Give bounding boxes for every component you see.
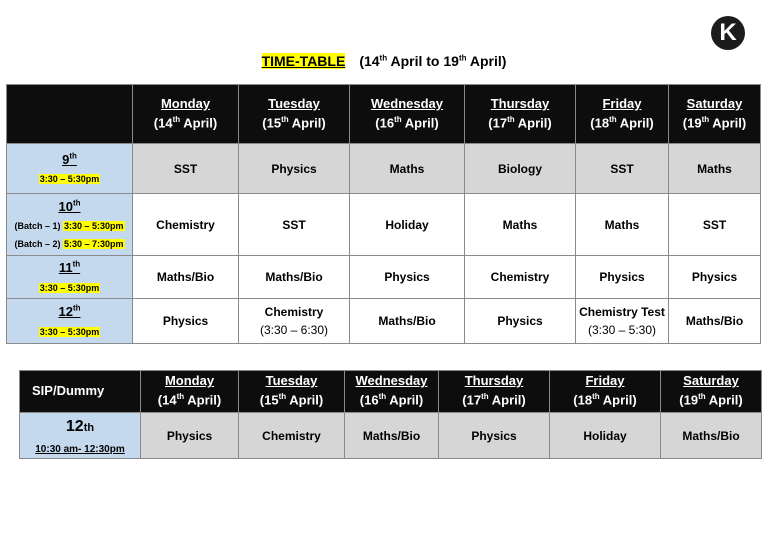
day-header: Wednesday (16th April) <box>350 85 465 144</box>
subject-cell: Physics <box>576 256 669 299</box>
subject-cell: Physics <box>439 413 550 459</box>
day-header: Thursday (17th April) <box>465 85 576 144</box>
subject-cell: Maths/Bio <box>239 256 350 299</box>
sip-timetable <box>19 370 762 459</box>
day-header: Saturday (19th April) <box>669 85 761 144</box>
subject-cell: Maths/Bio <box>661 413 762 459</box>
subject-cell: Maths/Bio <box>133 256 239 299</box>
subject-cell: Physics <box>669 256 761 299</box>
class-cell: 12th 10:30 am- 12:30pm <box>20 413 141 459</box>
table-row <box>7 144 761 194</box>
subject-cell: SST <box>576 144 669 194</box>
day-header: Wednesday (16th April) <box>345 371 439 413</box>
page-title <box>0 53 768 69</box>
sip-header-row <box>20 371 762 413</box>
subject-cell: Maths <box>465 194 576 256</box>
title-date-range: (14th April to 19th April) <box>359 53 507 69</box>
k-logo-icon: K <box>711 16 745 50</box>
subject-cell: Chemistry Test (3:30 – 5:30) <box>576 299 669 344</box>
day-header: Saturday (19th April) <box>661 371 762 413</box>
subject-cell: Maths <box>576 194 669 256</box>
table-row <box>7 299 761 344</box>
class-cell: 10th (Batch – 1) 3:30 – 5:30pm (Batch – 2) 5:30 – 7:30pm <box>7 194 133 256</box>
table-row <box>20 413 762 459</box>
timetable <box>6 84 761 344</box>
day-header: Monday (14th April) <box>133 85 239 144</box>
subject-cell: Maths/Bio <box>350 299 465 344</box>
day-header: Friday (18th April) <box>550 371 661 413</box>
subject-cell: Maths/Bio <box>669 299 761 344</box>
subject-cell: Physics <box>133 299 239 344</box>
subject-cell: Chemistry <box>239 413 345 459</box>
subject-cell: SST <box>669 194 761 256</box>
subject-cell: Holiday <box>550 413 661 459</box>
subject-cell: Chemistry (3:30 – 6:30) <box>239 299 350 344</box>
day-header: Tuesday (15th April) <box>239 371 345 413</box>
sip-label: SIP/Dummy <box>20 371 141 413</box>
subject-cell: SST <box>239 194 350 256</box>
table-row <box>7 194 761 256</box>
day-header: Friday (18th April) <box>576 85 669 144</box>
subject-cell: Maths <box>350 144 465 194</box>
day-header: Thursday (17th April) <box>439 371 550 413</box>
timetable-header-row <box>7 85 761 144</box>
class-cell: 9th 3:30 – 5:30pm <box>7 144 133 194</box>
class-cell: 12th 3:30 – 5:30pm <box>7 299 133 344</box>
title-main: TIME-TABLE <box>261 53 346 69</box>
subject-cell: Maths <box>669 144 761 194</box>
subject-cell: Physics <box>350 256 465 299</box>
subject-cell: Biology <box>465 144 576 194</box>
subject-cell: Chemistry <box>465 256 576 299</box>
subject-cell: Holiday <box>350 194 465 256</box>
subject-cell: Physics <box>239 144 350 194</box>
subject-cell: SST <box>133 144 239 194</box>
table-row <box>7 256 761 299</box>
subject-cell: Maths/Bio <box>345 413 439 459</box>
day-header: Monday (14th April) <box>141 371 239 413</box>
subject-cell: Physics <box>465 299 576 344</box>
subject-cell: Physics <box>141 413 239 459</box>
day-header: Tuesday (15th April) <box>239 85 350 144</box>
class-cell: 11th 3:30 – 5:30pm <box>7 256 133 299</box>
subject-cell: Chemistry <box>133 194 239 256</box>
corner-cell <box>7 85 133 144</box>
